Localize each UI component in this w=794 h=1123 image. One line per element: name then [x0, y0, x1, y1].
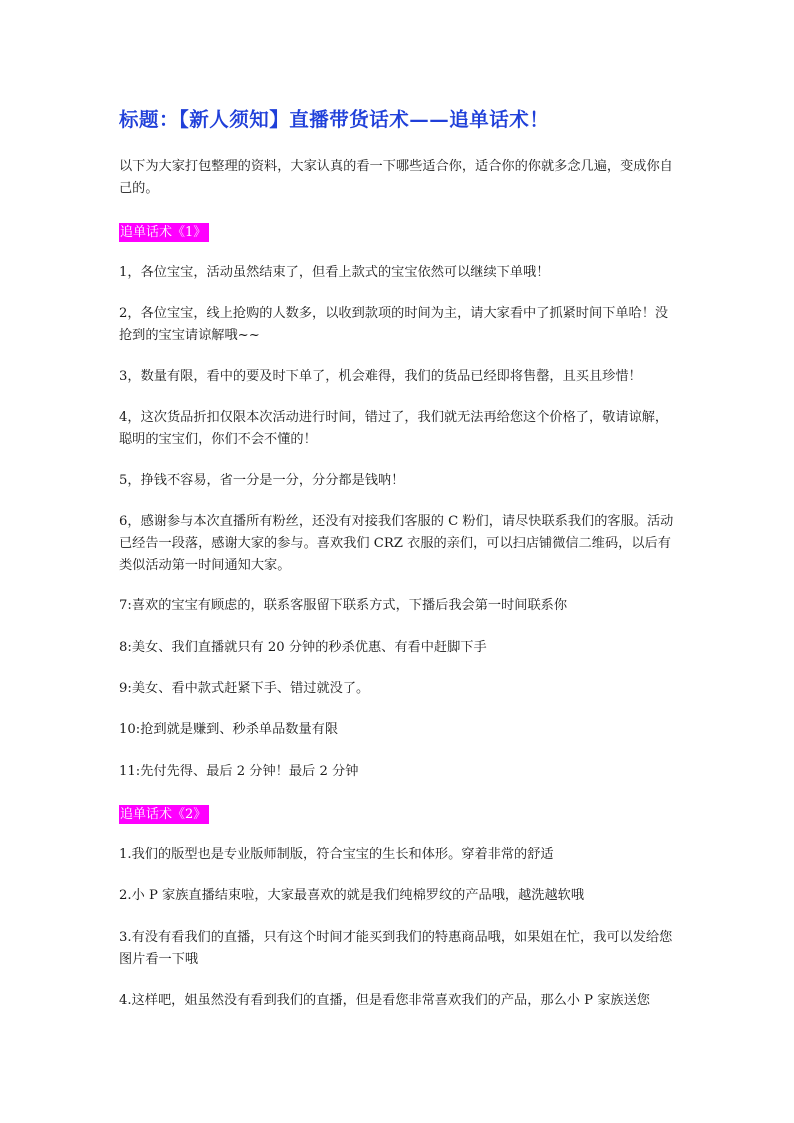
- list-item: 4.这样吧，姐虽然没有看到我们的直播，但是看您非常喜欢我们的产品，那么小 P 家族送您: [119, 993, 650, 1008]
- list-item: 11:先付先得、最后 2 分钟！最后 2 分钟: [119, 764, 359, 779]
- section-tag-2: 追单话术《2》: [119, 805, 209, 824]
- list-item: 3.有没有看我们的直播，只有这个时间才能买到我们的特惠商品哦，如果姐在忙，我可以发给您图片看一下哦: [119, 930, 673, 967]
- list-item: 7:喜欢的宝宝有顾虑的，联系客服留下联系方式，下播后我会第一时间联系你: [119, 598, 568, 613]
- list-item: 3，数量有限，看中的要及时下单了，机会难得，我们的货品已经即将售罄，且买且珍惜！: [119, 369, 642, 384]
- list-item: 4，这次货品折扣仅限本次活动进行时间，错过了，我们就无法再给您这个价格了，敬请谅解，聪明的宝宝们，你们不会不懂的！: [119, 410, 669, 447]
- list-item: 6，感谢参与本次直播所有粉丝，还没有对接我们客服的 C 粉们，请尽快联系我们的客服。活动已经告一段落，感谢大家的参与。喜欢我们 CRZ 衣服的亲们，可以扫店铺微信二维码，以后有类似活动第一时间通知大家。: [119, 514, 674, 573]
- list-item: 5，挣钱不容易，省一分是一分，分分都是钱呐！: [119, 473, 405, 488]
- list-item: 2.小 P 家族直播结束啦，大家最喜欢的就是我们纯棉罗纹的产品哦，越洗越软哦: [119, 888, 585, 903]
- list-item: 1，各位宝宝，活动虽然结束了，但看上款式的宝宝依然可以继续下单哦！: [119, 265, 550, 280]
- page-title: 标题：【新人须知】直播带货话术——追单话术！: [119, 108, 550, 131]
- list-item: 8:美女、我们直播就只有 20 分钟的秒杀优惠、有看中赶脚下手: [119, 640, 487, 655]
- list-item: 1.我们的版型也是专业版师制版，符合宝宝的生长和体形。穿着非常的舒适: [119, 847, 554, 862]
- intro-paragraph: 以下为大家打包整理的资料，大家认真的看一下哪些适合你，适合你的你就多念几遍，变成你自己的。: [119, 159, 673, 196]
- list-item: 10:抢到就是赚到、秒杀单品数量有限: [119, 722, 339, 737]
- list-item: 9:美女、看中款式赶紧下手、错过就没了。: [119, 681, 370, 696]
- section-tag-1: 追单话术《1》: [119, 223, 209, 242]
- list-item: 2，各位宝宝，线上抢购的人数多，以收到款项的时间为主，请大家看中了抓紧时间下单哈！没抢到的宝宝请谅解哦~~: [119, 306, 669, 343]
